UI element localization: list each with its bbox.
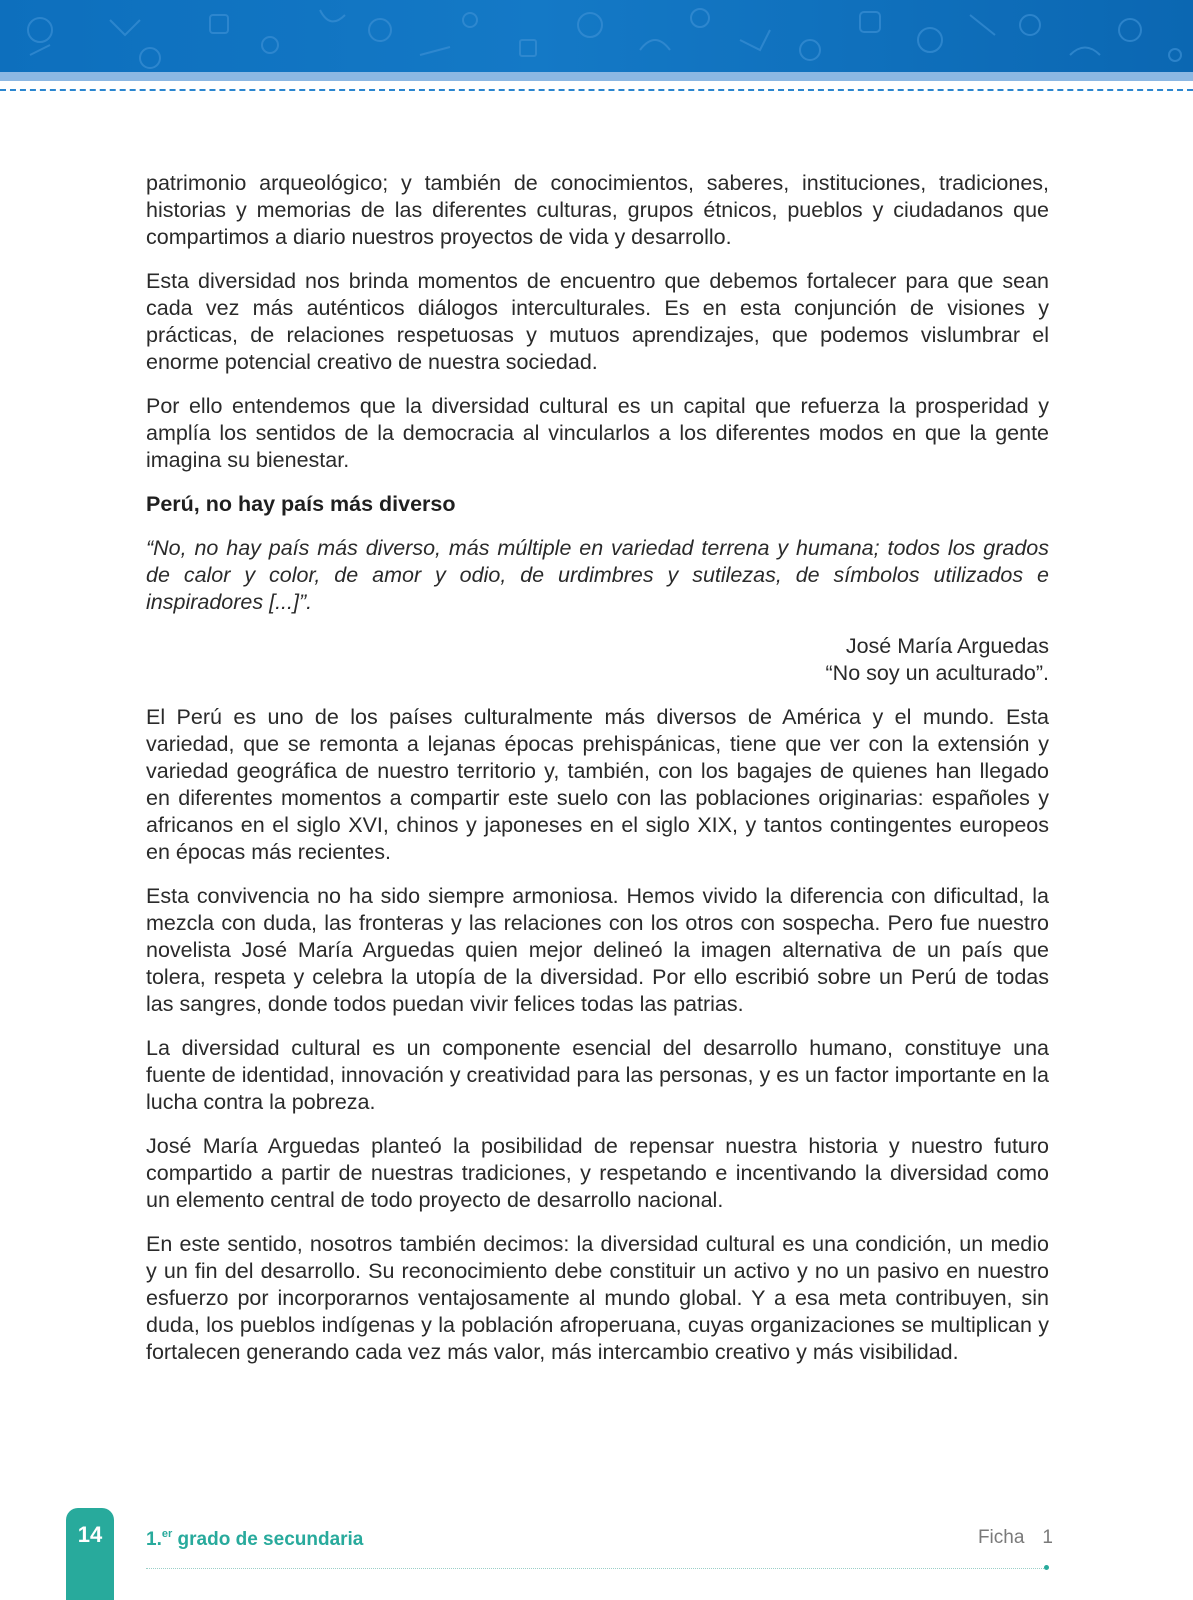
paragraph-1: patrimonio arqueológico; y también de conocimientos, saberes, instituciones, tradiciones, historias y memorias de las diferentes culturas, grupos étnicos, pueblos y ciudadanos que compartimos a diario nuestros proyectos de vida y desarrollo. xyxy=(146,171,1049,249)
header-band xyxy=(0,0,1193,72)
paragraph-7: José María Arguedas planteó la posibilidad de repensar nuestra historia y nuestro futuro compartido a partir de nuestras tradiciones, y respetando e incentivando la diversidad como un elemento central de todo proyecto de desarrollo nacional. xyxy=(146,1134,1049,1212)
doodle-pattern-icon xyxy=(0,0,1193,72)
ficha-text: Ficha xyxy=(977,1527,1025,1548)
ficha-label xyxy=(978,1527,1053,1549)
paragraph-6: La diversidad cultural es un componente esencial del desarrollo humano, constituye una fuente de identidad, innovación y creatividad para las personas, y es un factor importante en la lucha contra la pobreza. xyxy=(146,1036,1049,1114)
page-number-tab xyxy=(66,1508,114,1600)
quote-attribution xyxy=(146,633,1049,687)
grade-text: grado de secundaria xyxy=(172,1529,364,1550)
quote-author: José María Arguedas xyxy=(845,634,1049,658)
paragraph-2: Esta diversidad nos brinda momentos de encuentro que debemos fortalecer para que sean cada vez más auténticos diálogos interculturales. Es en esta conjunción de visiones y prácticas, de relaciones respetuosas y mutuos aprendizajes, que podemos vislumbrar el enorme potencial creativo de nuestra sociedad. xyxy=(146,269,1049,374)
paragraph-3: Por ello entendemos que la diversidad cultural es un capital que refuerza la prosperidad y amplía los sentidos de la democracia al vincularlos a los diferentes modos en que la gente imagina su bienestar. xyxy=(146,394,1049,472)
epigraph-quote: “No, no hay país más diverso, más múltiple en variedad terrena y humana; todos los grados de calor y color, de amor y odio, de urdimbres y sutilezas, de símbolos utilizados e inspiradores [...]”. xyxy=(146,536,1049,614)
paragraph-5: Esta convivencia no ha sido siempre armoniosa. Hemos vivido la diferencia con dificultad, la mezcla con duda, las fronteras y las relaciones con los otros con sospecha. Pero fue nuestro novelista José María Arguedas quien mejor delineó la imagen alternativa de un país que tolera, respeta y celebra la utopía de la diversidad. Por ello escribió sobre un Perú de todas las sangres, donde todos puedan vivir felices todas las patrias. xyxy=(146,884,1049,1016)
footer-divider xyxy=(146,1568,1044,1569)
grade-label xyxy=(146,1528,363,1551)
page-number: 14 xyxy=(77,1522,103,1547)
quote-source: “No soy un aculturado”. xyxy=(825,661,1049,685)
footer-dot xyxy=(1044,1565,1049,1570)
paragraph-8: En este sentido, nosotros también decimos: la diversidad cultural es una condición, un medio y un fin del desarrollo. Su reconocimiento debe constituir un activo y no un pasivo en nuestro esfuerzo por incorporarnos ventajosamente al mundo global. Y a esa meta contribuyen, sin duda, los pueblos indígenas y la población afroperuana, cuyas organizaciones se multiplican y fortalecen generando cada vez más valor, más intercambio creativo y más visibilidad. xyxy=(146,1232,1049,1364)
paragraph-4: El Perú es uno de los países culturalmente más diversos de América y el mundo. Esta variedad, que se remonta a lejanas épocas prehispánicas, tiene que ver con la extensión y variedad geográfica de nuestro territorio y, también, con los bagajes de quienes han llegado en diferentes momentos a compartir este suelo con las poblaciones originarias: españoles y africanos en el siglo XVI, chinos y japoneses en el siglo XIX, y tantos contingentes europeos en épocas más recientes. xyxy=(146,705,1049,864)
header-dashed-divider xyxy=(0,89,1193,91)
grade-superscript: er xyxy=(161,1528,173,1540)
section-heading: Perú, no hay país más diverso xyxy=(146,492,456,516)
page-content xyxy=(146,170,1049,1383)
header-stripe xyxy=(0,72,1193,81)
grade-prefix: 1. xyxy=(146,1529,162,1550)
ficha-number: 1 xyxy=(1042,1527,1053,1548)
